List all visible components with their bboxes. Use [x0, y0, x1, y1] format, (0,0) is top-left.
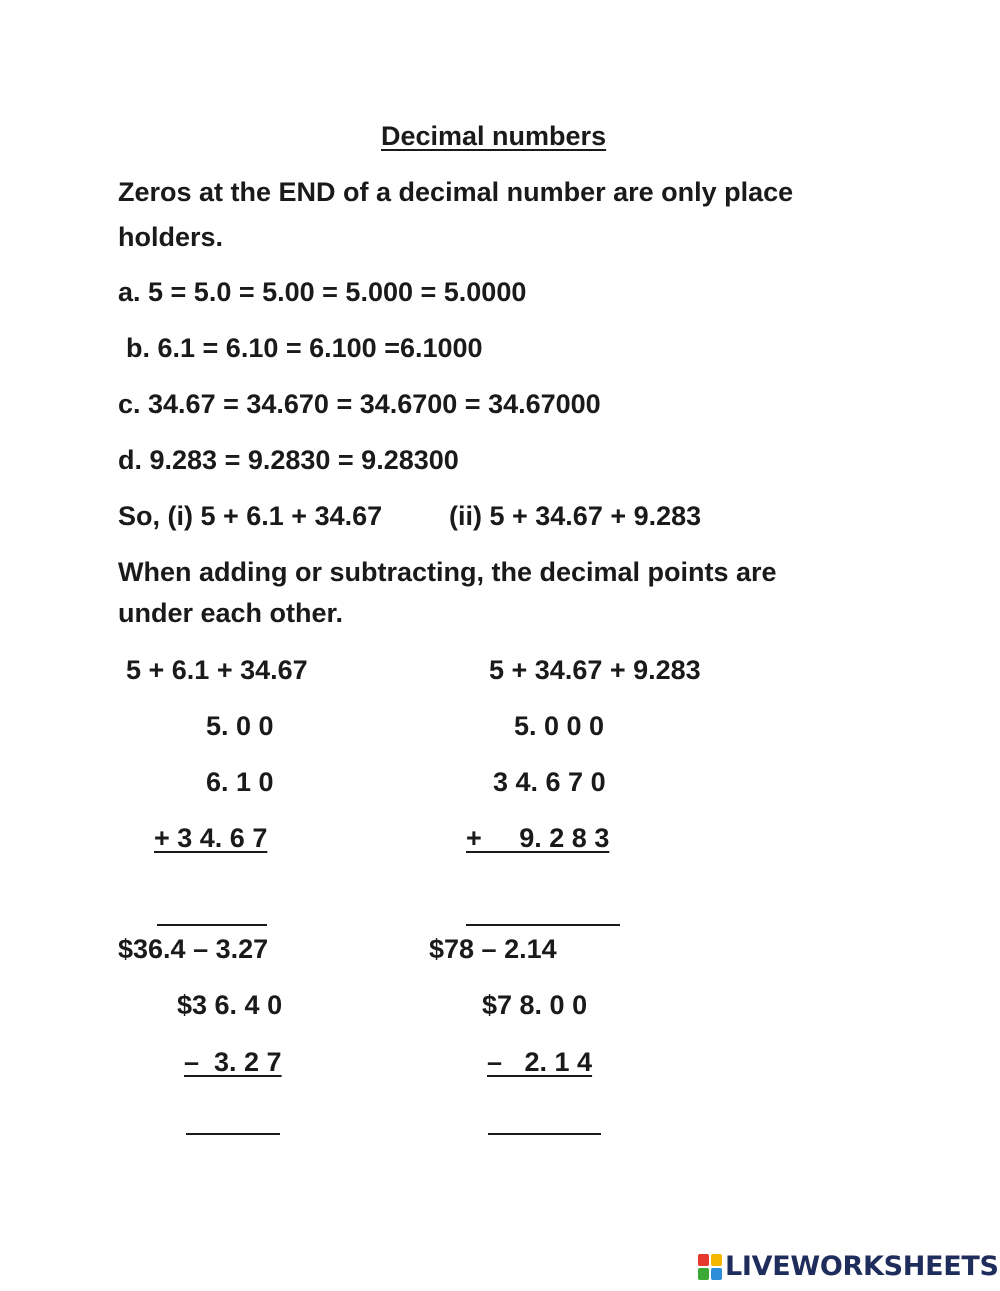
rule-line-1: When adding or subtracting, the decimal points are — [118, 557, 777, 587]
addition-left-expression: 5 + 6.1 + 34.67 — [126, 655, 308, 685]
so-line-part-1: So, (i) 5 + 6.1 + 34.67 — [118, 501, 383, 531]
addition-left-row-3: + 3 4. 6 7 — [154, 823, 268, 853]
logo-block-yellow — [711, 1254, 722, 1266]
addition-left-row-1: 5. 0 0 — [206, 711, 274, 741]
so-line-part-2: (ii) 5 + 34.67 + 9.283 — [449, 501, 702, 531]
addition-right-expression: 5 + 34.67 + 9.283 — [489, 655, 701, 685]
addition-right-row-1: 5. 0 0 0 — [514, 711, 605, 741]
intro-line-2: holders. — [118, 222, 224, 252]
logo-block-red — [698, 1254, 709, 1266]
example-d: d. 9.283 = 9.2830 = 9.28300 — [118, 445, 459, 475]
addition-right-answer-blank[interactable] — [466, 924, 620, 926]
addition-right-row-2: 3 4. 6 7 0 — [493, 767, 606, 797]
liveworksheets-logo — [698, 1253, 999, 1280]
addition-right-row-3: + 9. 2 8 3 — [466, 823, 610, 853]
brand-name: LIVEWORKSHEETS — [725, 1251, 999, 1282]
subtraction-right-row-2: – 2. 1 4 — [487, 1047, 593, 1077]
addition-left-row-2: 6. 1 0 — [206, 767, 274, 797]
subtraction-left-row-2: – 3. 2 7 — [184, 1047, 282, 1077]
subtraction-left-answer-blank[interactable] — [186, 1133, 280, 1135]
liveworksheets-logo-icon — [698, 1254, 722, 1280]
subtraction-left-row-1: $3 6. 4 0 — [177, 990, 283, 1020]
subtraction-left-expression: $36.4 – 3.27 — [118, 934, 269, 964]
rule-line-2: under each other. — [118, 598, 344, 628]
example-a: a. 5 = 5.0 = 5.00 = 5.000 = 5.0000 — [118, 277, 527, 307]
addition-left-answer-blank[interactable] — [157, 924, 267, 926]
example-b: b. 6.1 = 6.10 = 6.100 =6.1000 — [126, 333, 483, 363]
subtraction-right-expression: $78 – 2.14 — [429, 934, 557, 964]
intro-line-1: Zeros at the END of a decimal number are only place — [118, 177, 794, 207]
page-title: Decimal numbers — [381, 121, 607, 151]
subtraction-right-answer-blank[interactable] — [488, 1133, 601, 1135]
logo-block-blue — [711, 1268, 722, 1280]
example-c: c. 34.67 = 34.670 = 34.6700 = 34.67000 — [118, 389, 601, 419]
subtraction-right-row-1: $7 8. 0 0 — [482, 990, 588, 1020]
logo-block-green — [698, 1268, 709, 1280]
